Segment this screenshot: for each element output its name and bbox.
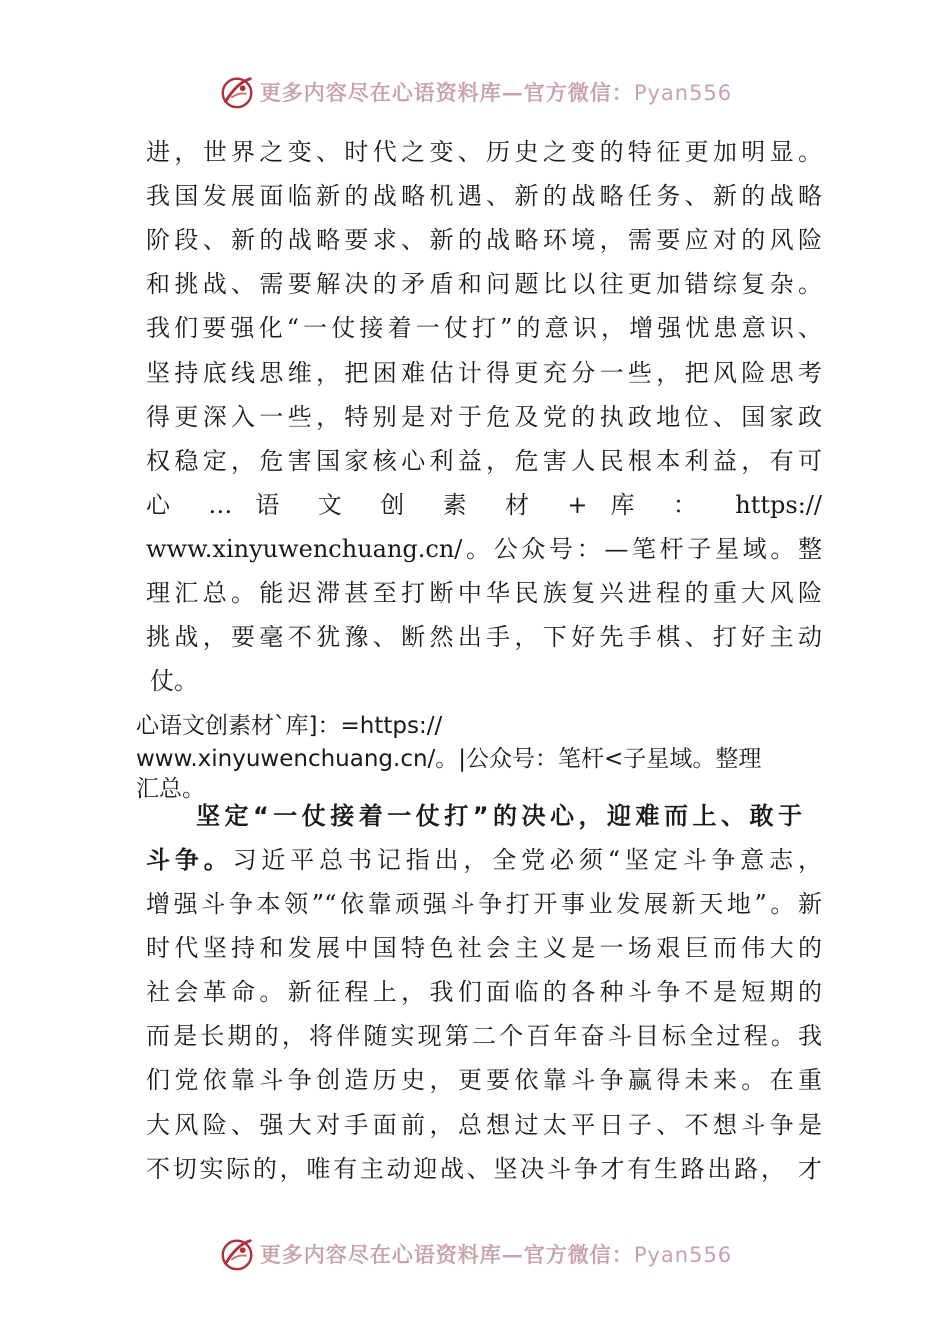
paragraph-1-line: 阶段、新的战略要求、新的战略环境，需要应对的风险 xyxy=(146,226,822,255)
paragraph-1-line: 我国发展面临新的战略机遇、新的战略任务、新的战略 xyxy=(146,182,822,211)
paragraph-1-line: 仗。 xyxy=(150,667,198,696)
paragraph-1-line: 坚持底线思维，把困难估计得更充分一些，把风险思考 xyxy=(146,358,822,387)
paragraph-2-line: 增强斗争本领”“依靠顽强斗争打开事业发展新天地”。新 xyxy=(146,890,822,918)
logo-icon xyxy=(218,1235,256,1273)
paragraph-2-line: 不切实际的，唯有主动迎战、坚决斗争才有生路出路， 才 xyxy=(146,1154,822,1183)
footer-banner xyxy=(0,1232,950,1276)
paragraph-2-line: 斗争。习近平总书记指出，全党必须“坚定斗争意志， xyxy=(146,846,822,874)
watermark-line: 汇总。 xyxy=(136,776,205,802)
paragraph-2-line: 大风险、强大对手面前，总想过太平日子、不想斗争是 xyxy=(146,1110,822,1139)
paragraph-1-line: 和挑战、需要解决的矛盾和问题比以往更加错综复杂。 xyxy=(146,270,822,299)
paragraph-1-line: 权稳定，危害国家核心利益，危害人民根本利益，有可 xyxy=(146,446,822,475)
paragraph-2-line: 们党依靠斗争创造历史，更要依靠斗争赢得未来。在重 xyxy=(146,1066,822,1095)
paragraph-2-line: 而是长期的，将伴随实现第二个百年奋斗目标全过程。我 xyxy=(146,1022,822,1051)
banner-text: 更多内容尽在心语资料库—官方微信：Pyan556 xyxy=(259,80,733,105)
paragraph-1-line: 进，世界之变、时代之变、历史之变的特征更加明显。 xyxy=(146,138,822,166)
banner-text: 更多内容尽在心语资料库—官方微信：Pyan556 xyxy=(259,1242,733,1267)
paragraph-2-line: 时代坚持和发展中国特色社会主义是一场艰巨而伟大的 xyxy=(146,934,822,963)
paragraph-1-line: 挑战，要毫不犹豫、断然出手，下好先手棋、打好主动 xyxy=(146,623,822,652)
paragraph-1-line: 我们要强化“一仗接着一仗打”的意识，增强忧患意识、 xyxy=(146,314,822,343)
paragraph-2-line: 社会革命。新征程上，我们面临的各种斗争不是短期的 xyxy=(146,978,822,1007)
paragraph-1-line: 得更深入一些，特别是对于危及党的执政地位、国家政 xyxy=(146,402,822,431)
paragraph-1-line: 心 … 语 文 创 素 材 + 库 ： https:// xyxy=(146,490,822,519)
section-heading: 坚定“一仗接着一仗打”的决心，迎难而上、敢于 xyxy=(196,802,802,830)
watermark-line: www.xinyuwenchuang.cn/。|公众号：笔杆<子星域。整理 xyxy=(136,746,762,772)
paragraph-1-line: www.xinyuwenchuang.cn/。公众号：—笔杆子星域。整 xyxy=(146,534,822,563)
paragraph-1-line: 理汇总。能迟滞甚至打断中华民族复兴进程的重大风险 xyxy=(146,579,822,607)
header-banner xyxy=(0,70,950,114)
logo-icon xyxy=(218,73,256,111)
watermark-line: 心语文创素材`库]：=https:// xyxy=(136,713,443,739)
